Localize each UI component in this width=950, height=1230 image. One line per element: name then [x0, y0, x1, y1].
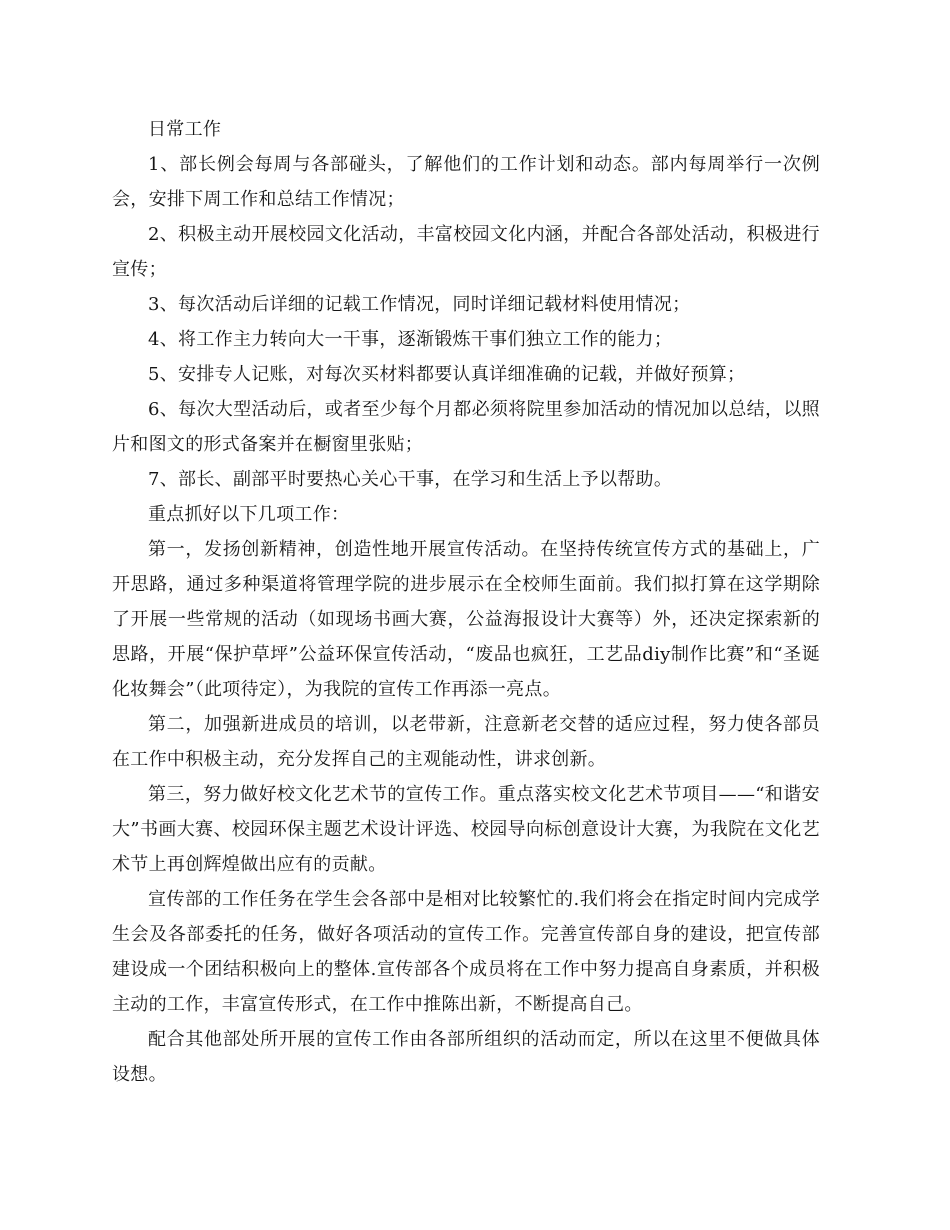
document-page	[112, 112, 820, 1092]
section-heading-key-work: 重点抓好以下几项工作：	[148, 504, 350, 525]
paragraph-first: 第一，发扬创新精神，创造性地开展宣传活动。在坚持传统宣传方式的基础上，广开思路，通过多种渠道将管理学院的进步展示在全校师生面前。我们拟打算在这学期除了开展一些常规的活动（如现场书画大赛，公益海报设计大赛等）外，还决定探索新的思路，开展“保护草坪”公益环保宣传活动，“废品也疯狂，工艺品diy制作比赛”和“圣诞化妆舞会”（此项待定），为我院的宣传工作再添一亮点。	[112, 539, 820, 700]
paragraph-item-4: 4、将工作主力转向大一干事，逐渐锻炼干事们独立工作的能力；	[148, 329, 673, 350]
paragraph-department-tasks: 宣传部的工作任务在学生会各部中是相对比较繁忙的.我们将会在指定时间内完成学生会及各部委托的任务，做好各项活动的宣传工作。完善宣传部自身的建设，把宣传部建设成一个团结积极向上的整体.宣传部各个成员将在工作中努力提高自身素质，并积极主动的工作，丰富宣传形式，在工作中推陈出新，不断提高自己。	[112, 889, 820, 1015]
paragraph-item-3: 3、每次活动后详细的记载工作情况，同时详细记载材料使用情况；	[148, 294, 691, 315]
paragraph-item-1: 1、部长例会每周与各部碰头，了解他们的工作计划和动态。部内每周举行一次例会，安排下周工作和总结工作情况；	[112, 154, 820, 210]
paragraph-second: 第二，加强新进成员的培训，以老带新，注意新老交替的适应过程，努力使各部员在工作中积极主动，充分发挥自己的主观能动性，讲求创新。	[112, 714, 820, 770]
paragraph-item-7: 7、部长、副部平时要热心关心干事，在学习和生活上予以帮助。	[148, 469, 673, 490]
section-heading-daily-work: 日常工作	[148, 119, 222, 140]
paragraph-third: 第三，努力做好校文化艺术节的宣传工作。重点落实校文化艺术节项目——“和谐安大”书画大赛、校园环保主题艺术设计评选、校园导向标创意设计大赛，为我院在文化艺术节上再创辉煌做出应有的贡献。	[112, 784, 820, 875]
paragraph-item-5: 5、安排专人记账，对每次买材料都要认真详细准确的记载，并做好预算；	[148, 364, 746, 385]
paragraph-item-2: 2、积极主动开展校园文化活动，丰富校园文化内涵，并配合各部处活动，积极进行宣传；	[112, 224, 820, 280]
paragraph-cooperation: 配合其他部处所开展的宣传工作由各部所组织的活动而定，所以在这里不便做具体设想。	[112, 1029, 820, 1085]
paragraph-item-6: 6、每次大型活动后，或者至少每个月都必须将院里参加活动的情况加以总结，以照片和图文的形式备案并在橱窗里张贴；	[112, 399, 820, 455]
